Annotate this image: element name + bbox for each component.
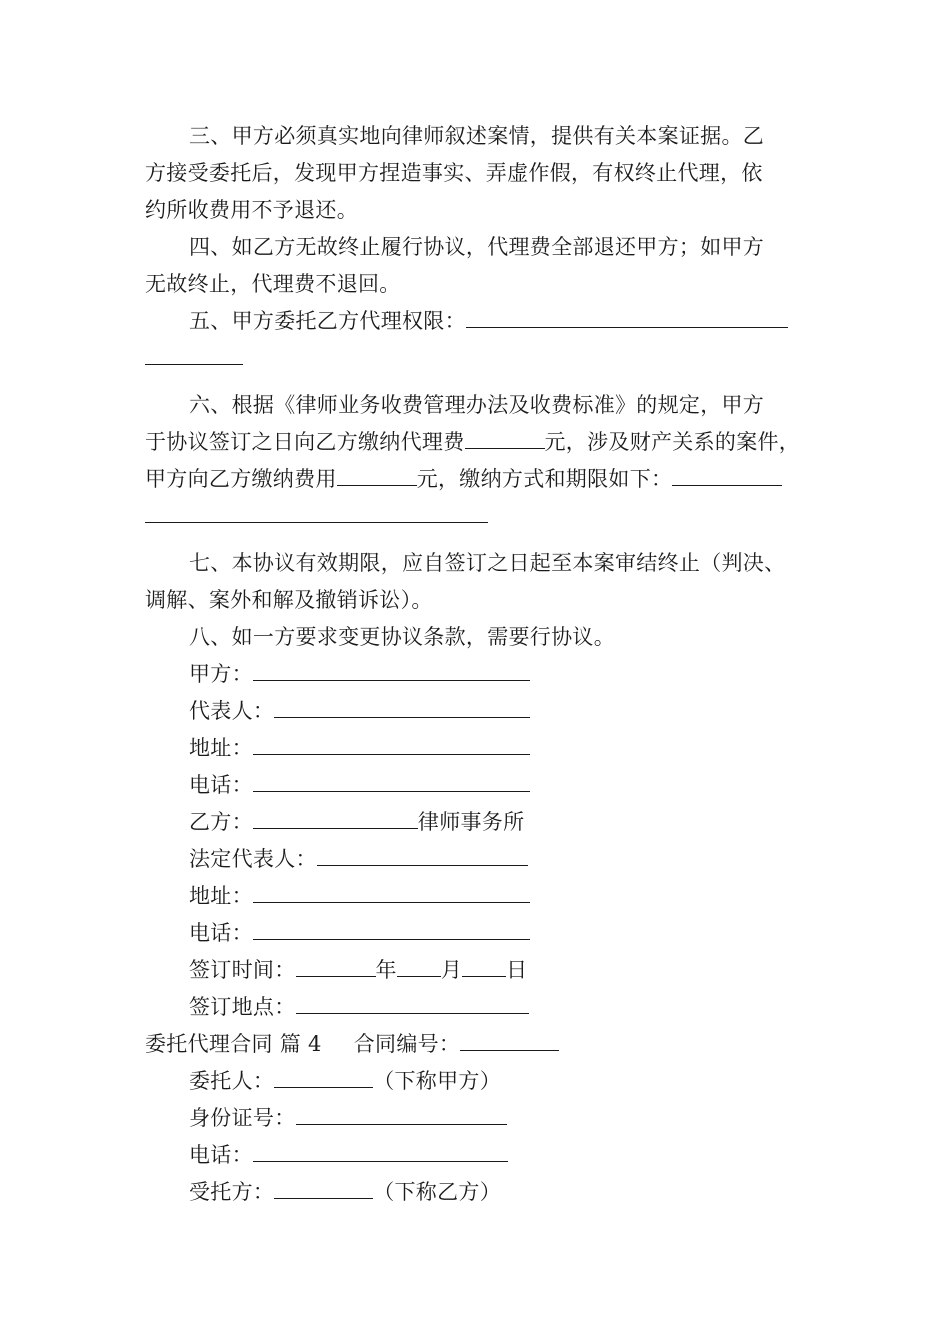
sign-year-field[interactable] (296, 954, 376, 977)
sign-time-label: 签订时间： (189, 958, 296, 982)
month-label: 月 (440, 958, 463, 982)
clause-6-fee-suffix: 元，涉及财产关系的案件， (544, 430, 801, 454)
trustee-field[interactable] (274, 1176, 373, 1199)
address-a-field[interactable] (253, 732, 530, 755)
payment-terms-blank-continued[interactable] (145, 500, 488, 523)
clause-6-line-1: 六、根据《律师业务收费管理办法及收费标准》的规定，甲方 (189, 393, 765, 417)
client-phone-label: 电话： (189, 1143, 253, 1167)
clause-3-line-3: 约所收费用不予退还。 (145, 198, 358, 222)
clause-6-line-2 (145, 424, 835, 461)
address-a-label: 地址： (189, 736, 253, 760)
legal-rep-label: 法定代表人： (189, 847, 317, 871)
authority-blank-continued[interactable] (145, 342, 243, 365)
sign-day-field[interactable] (462, 954, 506, 977)
clause-8-line: 八、如一方要求变更协议条款，需要行协议。 (189, 625, 615, 649)
party-b-suffix: 律师事务所 (417, 810, 525, 834)
sign-place-label: 签订地点： (189, 995, 296, 1019)
section-4-title: 委托代理合同 篇 4 (145, 1032, 322, 1056)
party-a-field[interactable] (253, 658, 530, 681)
id-no-label: 身份证号： (189, 1106, 296, 1130)
day-label: 日 (506, 958, 528, 982)
trustee-note: （下称乙方） (373, 1180, 502, 1204)
clause-5-line (145, 303, 835, 340)
phone-a-label: 电话： (189, 773, 253, 797)
phone-b-field[interactable] (253, 917, 530, 940)
party-b-row (145, 804, 835, 841)
contract-no-field[interactable] (460, 1028, 559, 1051)
trustee-row (145, 1174, 835, 1211)
client-note: （下称甲方） (373, 1069, 502, 1093)
id-no-field[interactable] (296, 1102, 507, 1125)
clause-4-line-1: 四、如乙方无故终止履行协议，代理费全部退还甲方；如甲方 (189, 235, 765, 259)
clause-7-line-2: 调解、案外和解及撤销诉讼）。 (145, 588, 433, 612)
id-no-row (145, 1100, 835, 1137)
contract-no-label: 合同编号： (353, 1032, 461, 1056)
trustee-label: 受托方： (189, 1180, 275, 1204)
address-b-row (145, 878, 835, 915)
party-a-label: 甲方： (189, 662, 253, 686)
address-b-label: 地址： (189, 884, 253, 908)
clause-5-continuation (145, 340, 835, 377)
client-field[interactable] (274, 1065, 373, 1088)
agency-fee-blank[interactable] (465, 426, 545, 449)
clause-6-fee-label: 于协议签订之日向乙方缴纳代理费 (145, 430, 465, 454)
section-4-heading-row (145, 1026, 835, 1063)
property-fee-blank[interactable] (337, 463, 417, 486)
document-page (145, 118, 835, 1211)
client-row (145, 1063, 835, 1100)
clause-6-line-3 (145, 461, 835, 498)
representative-row (145, 693, 835, 730)
sign-place-field[interactable] (296, 991, 529, 1014)
sign-month-field[interactable] (397, 954, 441, 977)
legal-rep-row (145, 841, 835, 878)
phone-a-field[interactable] (253, 769, 530, 792)
payment-terms-blank[interactable] (672, 463, 782, 486)
clause-6-continuation (145, 498, 835, 535)
client-phone-row (145, 1137, 835, 1174)
client-phone-field[interactable] (253, 1139, 508, 1162)
party-b-label: 乙方： (189, 810, 253, 834)
legal-rep-field[interactable] (317, 843, 528, 866)
party-b-field[interactable] (253, 806, 418, 829)
address-a-row (145, 730, 835, 767)
authority-blank[interactable] (466, 305, 788, 328)
phone-a-row (145, 767, 835, 804)
client-label: 委托人： (189, 1069, 275, 1093)
clause-7-line-1: 七、本协议有效期限，应自签订之日起至本案审结终止（判决、 (189, 551, 786, 575)
clause-6-payment-label: 元，缴纳方式和期限如下： (416, 467, 673, 491)
phone-b-label: 电话： (189, 921, 253, 945)
sign-time-row (145, 952, 835, 989)
clause-3-line-2: 方接受委托后，发现甲方捏造事实、弄虚作假，有权终止代理，依 (145, 161, 763, 185)
sign-place-row (145, 989, 835, 1026)
representative-label: 代表人： (189, 699, 275, 723)
clause-3-line-1: 三、甲方必须真实地向律师叙述案情，提供有关本案证据。乙 (189, 124, 765, 148)
representative-field[interactable] (274, 695, 530, 718)
clause-5-label: 五、甲方委托乙方代理权限： (189, 309, 466, 333)
phone-b-row (145, 915, 835, 952)
address-b-field[interactable] (253, 880, 530, 903)
party-a-row (145, 656, 835, 693)
year-label: 年 (375, 958, 397, 982)
clause-4-line-2: 无故终止，代理费不退回。 (145, 272, 401, 296)
clause-6-property-fee-label: 甲方向乙方缴纳费用 (145, 467, 337, 491)
